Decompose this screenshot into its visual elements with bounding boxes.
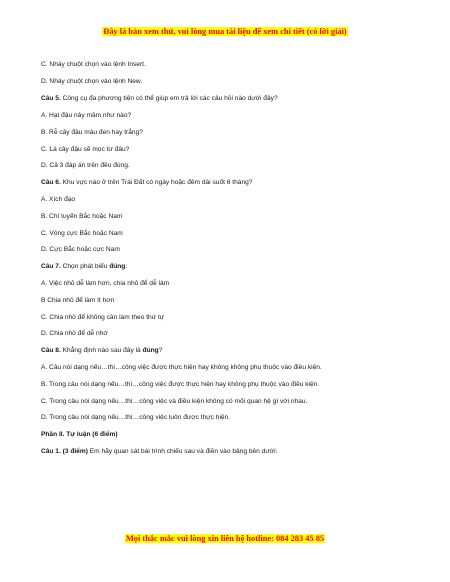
question-text: Công cụ đa phương tiện có thể giúp em trả lời các câu hỏi nào dưới đây?	[60, 95, 278, 102]
question-6	[41, 179, 252, 187]
question-7	[41, 263, 127, 271]
question-emphasis: đúng	[109, 263, 126, 270]
header-notice: Đây là bản xem thử, vui lòng mua tài liệu để xem chi tiết (có lời giải)	[103, 27, 347, 36]
question-text: Chọn phát biểu	[60, 263, 110, 270]
q7-option-b: B Chia nhỏ để làm ít hơn	[41, 297, 115, 304]
q5-option-a: A. Hạt đậu nảy mầm như nào?	[41, 112, 132, 119]
q6-option-b: B. Chí tuyến Bắc hoặc Nam	[41, 213, 123, 220]
question-text: Khẳng định nào sau đây là	[60, 347, 143, 354]
question-label: Câu 7.	[41, 263, 61, 270]
q5-option-d: D. Cả 3 đáp án trên đều đúng.	[41, 162, 130, 169]
part-2-heading: Phần II. Tự luận (6 điểm)	[41, 431, 118, 438]
question-emphasis: đúng	[142, 347, 159, 354]
question-label: Câu 1. (3 điểm)	[41, 448, 88, 455]
question-8	[41, 347, 162, 355]
q4-option-d: D. Nháy chuột chọn vào lệnh New.	[41, 78, 143, 85]
q6-option-c: C. Vòng cực Bắc hoặc Nam	[41, 230, 123, 237]
q7-option-a: A. Việc nhỏ dễ làm hơn, chia nhỏ để dễ làm	[41, 280, 170, 287]
question-text: Khu vực nào ở trên Trái Đất có ngày hoặc đêm dài suốt 6 tháng?	[60, 179, 253, 186]
q5-option-c: C. Lá cây đậu sẽ mọc từ đâu?	[41, 146, 130, 153]
q8-option-c: C. Trong câu nói dạng nếu…thì…công việc và điều kiện không có mối quan hệ gì với nhau.	[41, 398, 308, 405]
q4-option-c: C. Nháy chuột chọn vào lệnh Insert.	[41, 61, 146, 68]
q6-option-a: A. Xích đạo	[41, 196, 76, 203]
question-text-end: ?	[158, 347, 163, 354]
question-5	[41, 95, 278, 103]
question-text: Em hãy quan sát bài trình chiếu sau và điền vào bảng bên dưới:	[87, 448, 278, 455]
q8-option-d: D. Trong câu nói dạng nếu…thì…công việc luôn được thực hiện.	[41, 414, 231, 421]
question-label: Câu 5.	[41, 95, 61, 102]
q5-option-b: B. Rễ cây đậu màu đen hay trắng?	[41, 129, 143, 136]
footer-notice: Mọi thắc mắc vui lòng xin liên hệ hotline: 084 283 45 85	[125, 534, 325, 543]
q7-option-c: C. Chia nhỏ để không cần làm theo thứ tự	[41, 314, 165, 321]
question-label: Câu 6.	[41, 179, 61, 186]
question-text-end: :	[125, 263, 128, 270]
question-label: Câu 8.	[41, 347, 61, 354]
q7-option-d: D. Chia nhỏ để dễ nhớ	[41, 330, 108, 337]
q8-option-b: B. Trong câu nói dạng nếu…thì…công việc được thực hiện hay không phụ thuộc vào điều kiện.	[41, 381, 320, 388]
q6-option-d: D. Cực Bắc hoặc cực Nam	[41, 246, 120, 253]
q8-option-a: A. Câu nói dạng nếu…thì…công việc được thực hiện hay không không phụ thuộc vào điều kiện.	[41, 364, 322, 371]
essay-question-1	[41, 448, 277, 456]
